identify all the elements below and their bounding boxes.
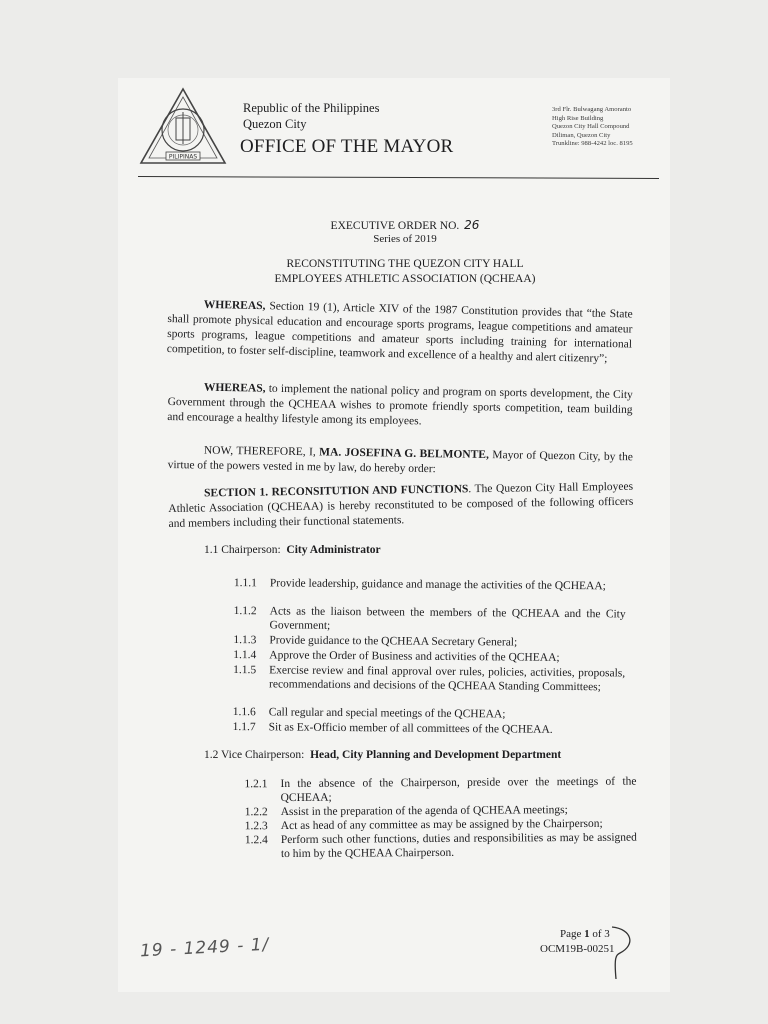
heading-office: City Administrator [286, 544, 381, 556]
item-number: 1.2.4 [244, 834, 268, 847]
item-number: 1.1.6 [232, 706, 256, 719]
executive-order-number [290, 218, 520, 232]
address-line: Trunkline: 988-4242 loc. 8195 [552, 140, 633, 148]
order-title-line2: EMPLOYEES ATHLETIC ASSOCIATION (QCHEAA) [274, 273, 536, 285]
item-text: Provide guidance to the QCHEAA Secretary General; [269, 634, 518, 649]
quezon-city-seal [138, 86, 228, 166]
letterhead-office-title: OFFICE OF THE MAYOR [240, 136, 454, 157]
control-number: OCM19B-00251 [540, 943, 615, 955]
vice-chairperson-item [244, 776, 636, 806]
address-line: Quezon City Hall Compound [552, 123, 630, 131]
chairperson-item [233, 664, 625, 694]
chairperson-heading [204, 544, 381, 556]
item-text: Exercise review and final approval over rules, policies, activities, proposals, recommendations and decisions of the QCHEAA Standing Committees; [268, 664, 626, 693]
handwritten-order-number: 26 [464, 218, 480, 232]
item-number: 1.1.7 [232, 721, 256, 734]
item-text: Acts as the liaison between the members of the QCHEAA and the City Government; [269, 605, 626, 632]
vice-chairperson-item [245, 832, 637, 862]
item-text: Approve the Order of Business and activities of the QCHEAA; [269, 649, 560, 664]
now-therefore-text: Mayor of Quezon City, by the virtue of the powers vested in me by law, do hereby order: [167, 449, 633, 476]
item-number: 1.1.1 [233, 577, 257, 590]
item-text: Perform such other functions, duties and responsibilities as may be assigned to him by the QCHEAA Chairperson. [280, 831, 637, 860]
item-text: Sit as Ex-Officio member of all committees of the QCHEAA. [268, 721, 553, 736]
whereas-paragraph-2 [167, 380, 633, 433]
address-line: Diliman, Quezon City [552, 131, 611, 139]
whereas-lead: WHEREAS, [203, 381, 266, 395]
heading-role: Chairperson: [221, 544, 281, 556]
item-number: 1.2.1 [244, 778, 268, 791]
section-heading: SECTION 1. RECONSITUTION AND FUNCTIONS [204, 483, 469, 500]
whereas-text: Section 19 (1), Article XIV of the 1987 Constitution provides that “the State shall promote physical education and encourage sports programs, league competitions and amateur sports programs, league competitions and amateur sports including training for international competition, to foster self-discipline, teamwork and excellence of a healthy and alert citizenry”; [166, 300, 633, 365]
vice-chairperson-heading [204, 749, 561, 761]
page-number [560, 928, 610, 940]
whereas-paragraph-1 [167, 297, 633, 368]
address-line: High Rise Building [552, 114, 604, 122]
svg-text:PILIPINAS: PILIPINAS [168, 153, 198, 161]
chairperson-item [233, 605, 625, 635]
executive-order-label: EXECUTIVE ORDER NO. [330, 220, 460, 232]
heading-number: 1.1 [204, 544, 219, 556]
item-text: Act as head of any committee as may be assigned by the Chairperson; [280, 817, 603, 833]
item-text: In the absence of the Chairperson, preside over the meetings of the QCHEAA; [280, 775, 637, 804]
letterhead-city: Quezon City [243, 117, 307, 131]
item-text: Call regular and special meetings of the QCHEAA; [268, 706, 506, 721]
item-text: Assist in the preparation of the agenda of QCHEAA meetings; [280, 804, 568, 819]
item-number: 1.2.3 [244, 820, 268, 833]
page-label: Page [560, 928, 582, 940]
order-title-line1: RECONSTITUTING THE QUEZON CITY HALL [286, 258, 524, 270]
whereas-lead: WHEREAS, [203, 298, 266, 313]
item-number: 1.1.2 [233, 605, 257, 618]
heading-role: Vice Chairperson: [221, 749, 305, 761]
address-line: 3rd Flr. Bulwagang Amoranto [552, 106, 632, 113]
handwritten-mark [606, 923, 636, 983]
section-text: . The Quezon City Hall Employees Athletic Association (QCHEAA) is hereby reconstituted to be composed of the following officers and members including their functional statements. [168, 480, 634, 530]
item-number: 1.1.5 [233, 664, 257, 677]
item-number: 1.1.4 [233, 649, 257, 662]
mayor-name: MA. JOSEFINA G. BELMONTE, [319, 446, 489, 462]
now-therefore-lead: NOW, THEREFORE, I, [203, 444, 316, 459]
heading-number: 1.2 [204, 749, 219, 761]
page-current: 1 [584, 928, 590, 940]
order-series: Series of 2019 [373, 233, 437, 245]
handwritten-reference-number: 19 - 1249 - 1/ [139, 934, 270, 962]
heading-office: Head, City Planning and Development Department [310, 749, 562, 761]
page-total: of 3 [592, 928, 610, 940]
item-text: Provide leadership, guidance and manage the activities of the QCHEAA; [269, 577, 606, 593]
section-1-paragraph [168, 480, 634, 532]
letterhead-republic: Republic of the Philippines [243, 101, 380, 115]
item-number: 1.1.3 [233, 634, 257, 647]
letterhead-address [552, 106, 672, 149]
whereas-text: to implement the national policy and program on sports development, the City Government through the QCHEAA wishes to promote friendly sports competition, team building and encourage a healthy lifestyle among its employees. [167, 382, 633, 428]
item-number: 1.2.2 [244, 806, 268, 819]
